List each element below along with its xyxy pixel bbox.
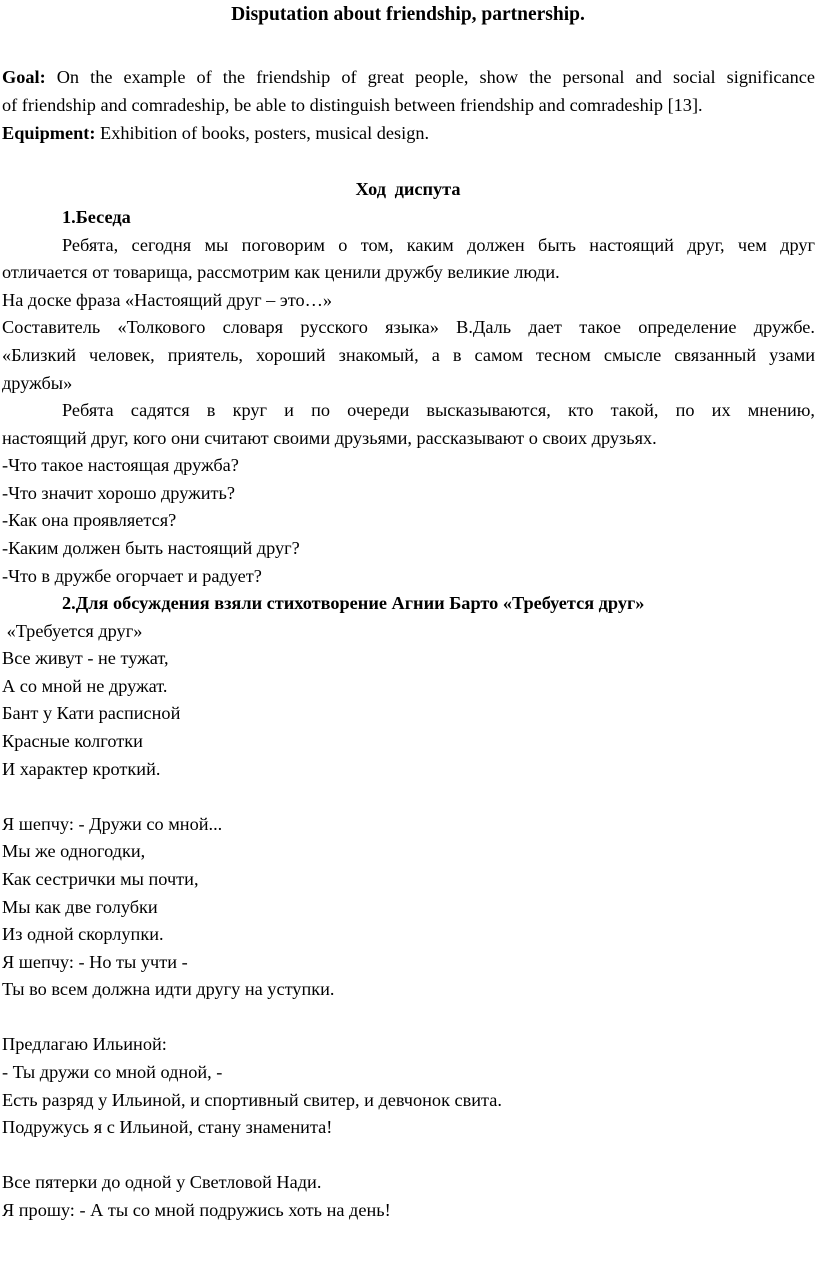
part1-circle-line2: настоящий друг, кого они считают своими друзьями, рассказывают о своих друзьях.	[2, 428, 657, 448]
question-item: -Что значит хорошо дружить?	[2, 483, 235, 503]
question-item: -Как она проявляется?	[2, 510, 177, 530]
part1-dal-line3: дружбы»	[2, 373, 73, 393]
part1-dal-line2: «Близкий человек, приятель, хороший знакомый, а в самом тесном смысле связанный узами	[2, 345, 815, 365]
document-title: Disputation about friendship, partnership.	[231, 4, 585, 25]
goal-label: Goal:	[2, 67, 46, 87]
question-item: -Каким должен быть настоящий друг?	[2, 538, 300, 558]
equipment-paragraph	[2, 120, 429, 146]
poem-line: Красные колготки	[2, 731, 143, 751]
part1-intro-line1: Ребята, сегодня мы поговорим о том, каким должен быть настоящий друг, чем друг	[62, 235, 815, 255]
poem-line: Бант у Кати расписной	[2, 703, 181, 723]
question-item: -Что такое настоящая дружба?	[2, 455, 239, 475]
poem-line: Как сестрички мы почти,	[2, 869, 199, 889]
poem-line: А со мной не дружат.	[2, 676, 168, 696]
goal-paragraph-line1	[2, 64, 815, 90]
equipment-text: Exhibition of books, posters, musical design.	[100, 123, 430, 143]
poem-line: Есть разряд у Ильиной, и спортивный свитер, и девчонок свита.	[2, 1090, 502, 1110]
goal-text-line1: On the example of the friendship of great people, show the personal and social significance	[56, 67, 815, 87]
part1-dal-line1: Составитель «Толкового словаря русского языка» В.Даль дает такое определение дружбе.	[2, 317, 815, 337]
part1-intro-line2: отличается от товарища, рассмотрим как ценили дружбу великие люди.	[2, 262, 560, 282]
poem-line: И характер кроткий.	[2, 759, 161, 779]
part2-heading: 2.Для обсуждения взяли стихотворение Агнии Барто «Требуется друг»	[62, 593, 645, 613]
part1-heading: 1.Беседа	[62, 207, 131, 227]
poem-line: Я шепчу: - Но ты учти -	[2, 952, 188, 972]
poem-line: Подружусь я с Ильиной, стану знаменита!	[2, 1117, 333, 1137]
poem-line: Из одной скорлупки.	[2, 924, 164, 944]
poem-line: Ты во всем должна идти другу на уступки.	[2, 979, 335, 999]
poem-title: «Требуется друг»	[2, 621, 143, 641]
poem-line: Мы же одногодки,	[2, 841, 146, 861]
part1-board-phrase: На доске фраза «Настоящий друг – это…»	[2, 290, 333, 310]
poem-line: Я шепчу: - Дружи со мной...	[2, 814, 223, 834]
part1-circle-line1: Ребята садятся в круг и по очереди высказываются, кто такой, по их мнению,	[62, 400, 815, 420]
poem-line: Мы как две голубки	[2, 897, 158, 917]
poem-line: Предлагаю Ильиной:	[2, 1034, 167, 1054]
goal-text-line2: of friendship and comradeship, be able to distinguish between friendship and comradeship [13].	[2, 95, 703, 115]
equipment-label: Equipment:	[2, 123, 96, 143]
poem-line: Все живут - не тужат,	[2, 648, 169, 668]
poem-line: - Ты дружи со мной одной, -	[2, 1062, 223, 1082]
question-item: -Что в дружбе огорчает и радует?	[2, 566, 262, 586]
poem-line: Все пятерки до одной у Светловой Нади.	[2, 1172, 322, 1192]
poem-line: Я прошу: - А ты со мной подружись хоть на день!	[2, 1200, 391, 1220]
section-heading: Ход диспута	[355, 179, 461, 199]
